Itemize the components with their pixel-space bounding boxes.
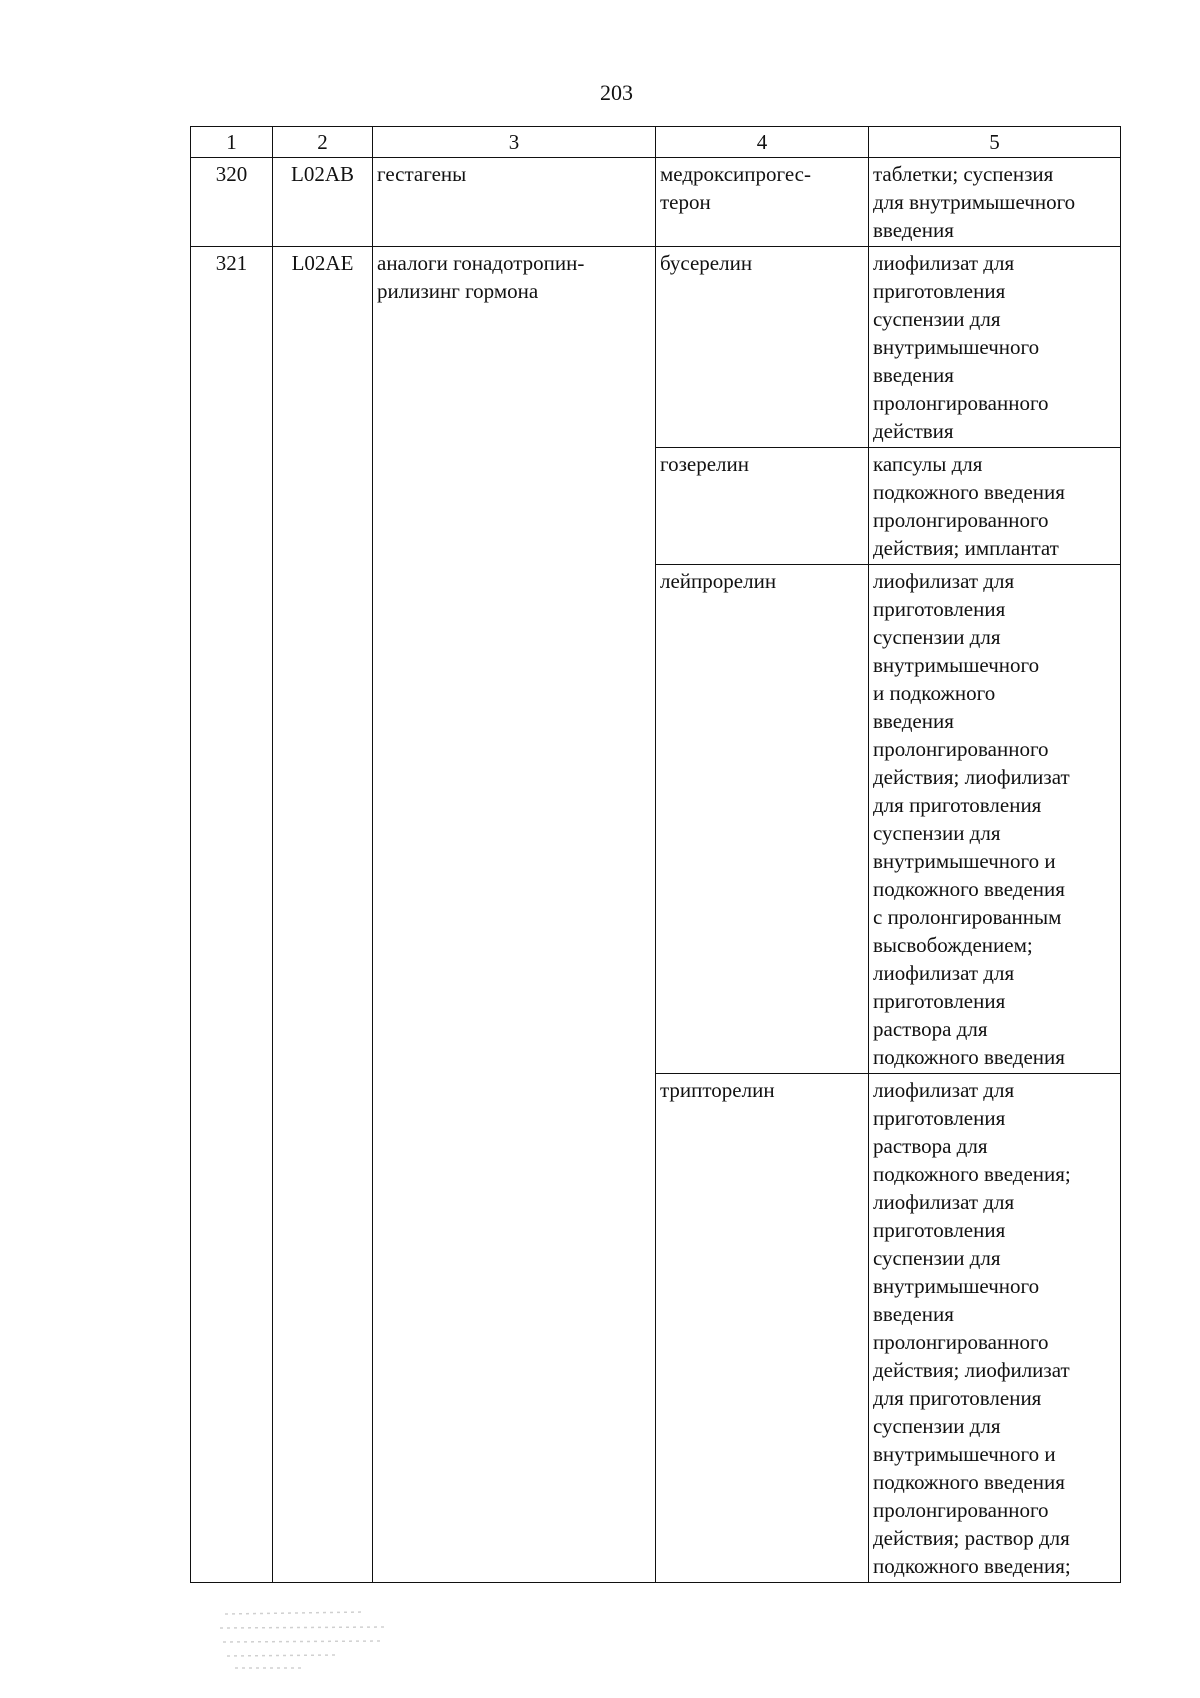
faded-stamp [215, 1600, 395, 1680]
table-row [191, 247, 1121, 448]
column-header: 3 [373, 127, 656, 158]
drug-name: гозерелин [656, 448, 869, 565]
atc-code: L02AB [273, 158, 373, 247]
column-header: 1 [191, 127, 273, 158]
group-name: гестагены [373, 158, 656, 247]
dosage-form: таблетки; суспензия для внутримышечного введения [869, 158, 1121, 247]
page-number: 203 [600, 80, 633, 105]
header-row [191, 127, 1121, 158]
drug-name: лейпрорелин [656, 565, 869, 1074]
drug-table [190, 126, 1121, 1583]
row-number: 321 [191, 247, 273, 1583]
table-row [191, 158, 1121, 247]
drug-name: медроксипрогес- терон [656, 158, 869, 247]
drug-name: бусерелин [656, 247, 869, 448]
dosage-form: лиофилизат для приготовления суспензии для внутримышечного и подкожного введения пролонгированного действия; лиофилизат для приготовления суспензии для внутримышечного и подкожного введения с пролонгированным высвобождением; лиофилизат для приготовления раствора для подкожного введения [869, 565, 1121, 1074]
atc-code: L02AE [273, 247, 373, 1583]
row-number: 320 [191, 158, 273, 247]
column-header: 5 [869, 127, 1121, 158]
stamp-mark [215, 1600, 395, 1680]
group-name: аналоги гонадотропин- рилизинг гормона [373, 247, 656, 1583]
column-header: 4 [656, 127, 869, 158]
drug-name: трипторелин [656, 1074, 869, 1583]
dosage-form: лиофилизат для приготовления раствора для подкожного введения; лиофилизат для приготовления суспензии для внутримышечного введения пролонгированного действия; лиофилизат для приготовления суспензии для внутримышечного и подкожного введения пролонгированного действия; раствор для подкожного введения; [869, 1074, 1121, 1583]
dosage-form: капсулы для подкожного введения пролонгированного действия; имплантат [869, 448, 1121, 565]
column-header: 2 [273, 127, 373, 158]
dosage-form: лиофилизат для приготовления суспензии для внутримышечного введения пролонгированного действия [869, 247, 1121, 448]
